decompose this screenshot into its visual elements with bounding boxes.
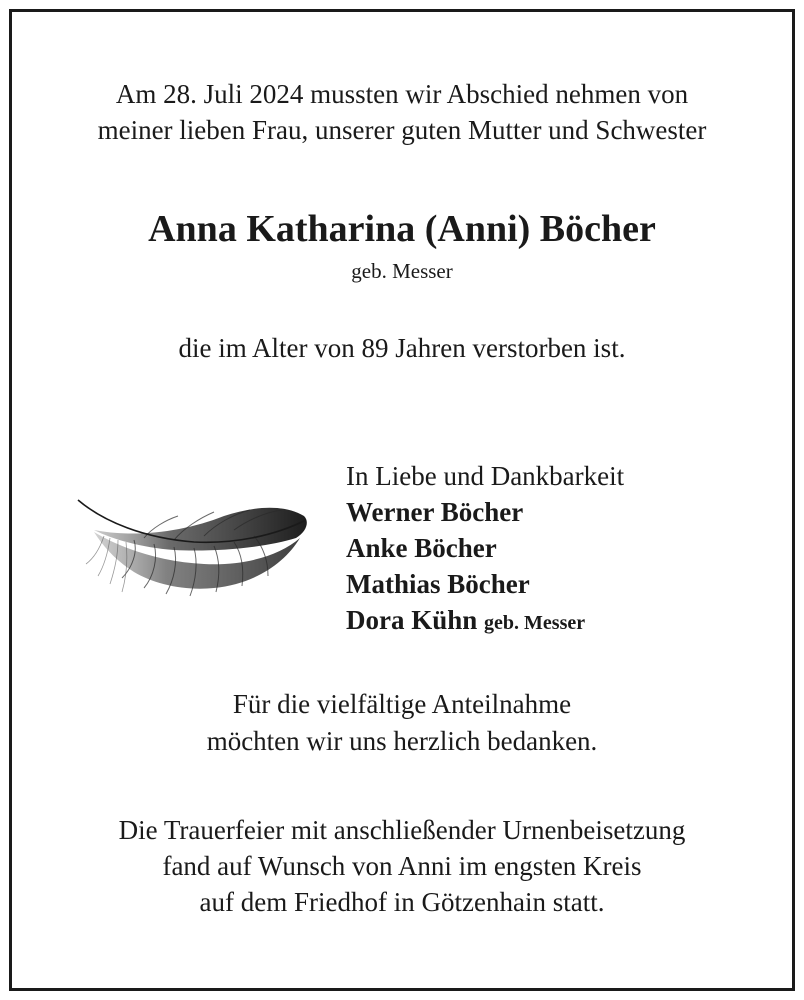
mourner-name-text: Werner Böcher xyxy=(346,497,524,527)
intro-line-1: Am 28. Juli 2024 mussten wir Abschied nehmen von xyxy=(115,79,689,109)
mourner-name-text: Dora Kühn xyxy=(346,605,478,635)
mourner-name-text: Anke Böcher xyxy=(346,533,497,563)
mourners-lead: In Liebe und Dankbarkeit xyxy=(346,461,625,491)
mourners-block xyxy=(346,458,624,641)
mourner-birth-name: geb. Messer xyxy=(484,612,586,634)
intro-text xyxy=(0,76,804,148)
age-line: die im Alter von 89 Jahren verstorben ist. xyxy=(178,333,626,363)
deceased-name: Anna Katharina (Anni) Böcher xyxy=(148,208,656,250)
thanks-line-2: möchten wir uns herzlich bedanken. xyxy=(206,726,598,756)
mourner-name-text: Mathias Böcher xyxy=(346,569,530,599)
deceased-birth-name: geb. Messer xyxy=(351,259,453,283)
funeral-line-2: fand auf Wunsch von Anni im engsten Kreis xyxy=(162,851,642,881)
intro-line-2: meiner lieben Frau, unserer guten Mutter und Schwester xyxy=(97,115,707,145)
funeral-line-3: auf dem Friedhof in Götzenhain statt. xyxy=(199,887,605,917)
funeral-line-1: Die Trauerfeier mit anschließender Urnenbeisetzung xyxy=(118,815,686,845)
thanks-text xyxy=(0,686,804,760)
mourner-name xyxy=(346,530,624,566)
mourner-name xyxy=(346,602,624,641)
mourner-name xyxy=(346,566,624,602)
funeral-text xyxy=(0,812,804,920)
feather-icon xyxy=(74,492,314,610)
thanks-line-1: Für die vielfältige Anteilnahme xyxy=(232,689,572,719)
mourner-name xyxy=(346,494,624,530)
